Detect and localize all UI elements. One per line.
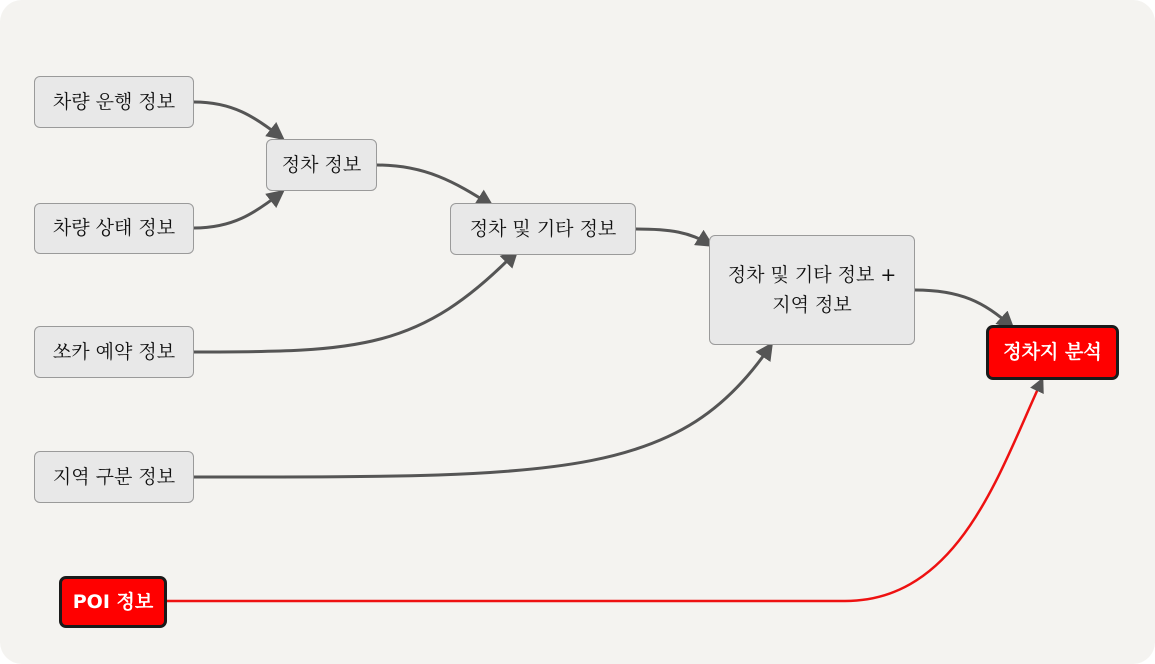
node-label: 차량 상태 정보: [52, 217, 176, 240]
node-poi-info: [59, 576, 167, 628]
node-stop-location-analysis: [986, 325, 1119, 380]
node-label: 정차 및 기타 정보: [469, 217, 617, 240]
edge-vehicle-status-to-stop-info: [194, 192, 282, 228]
edge-stop-and-other-to-stop-other-region: [636, 229, 711, 245]
node-label-group: [728, 260, 897, 321]
node-region-division-info: [34, 451, 194, 503]
node-stop-and-other-info: [450, 203, 636, 255]
node-stop-other-region-info: [709, 235, 915, 345]
node-socar-reservation-info: [34, 326, 194, 378]
node-vehicle-status-info: [34, 203, 194, 254]
edge-stop-other-region-to-analysis: [915, 290, 1012, 327]
edge-region-division-to-stop-other-region: [194, 345, 771, 477]
node-label: 차량 운행 정보: [52, 90, 176, 113]
node-vehicle-operation-info: [34, 76, 194, 128]
edge-vehicle-operation-to-stop-info: [194, 102, 282, 138]
node-label: 쏘카 예약 정보: [52, 340, 176, 363]
node-label: POI 정보: [72, 590, 154, 613]
node-label-line1: 정차 및 기타 정보 +: [727, 263, 897, 286]
node-stop-info: [266, 139, 377, 191]
node-label: 정차 정보: [281, 153, 362, 176]
edge-stop-info-to-stop-and-other: [377, 165, 491, 205]
node-label: 지역 구분 정보: [52, 465, 176, 488]
node-label-line2: 지역 정보: [772, 294, 852, 316]
edge-socar-reservation-to-stop-and-other: [194, 252, 516, 352]
edge-poi-to-analysis: [167, 380, 1042, 601]
node-label: 정차지 분석: [1003, 341, 1102, 364]
